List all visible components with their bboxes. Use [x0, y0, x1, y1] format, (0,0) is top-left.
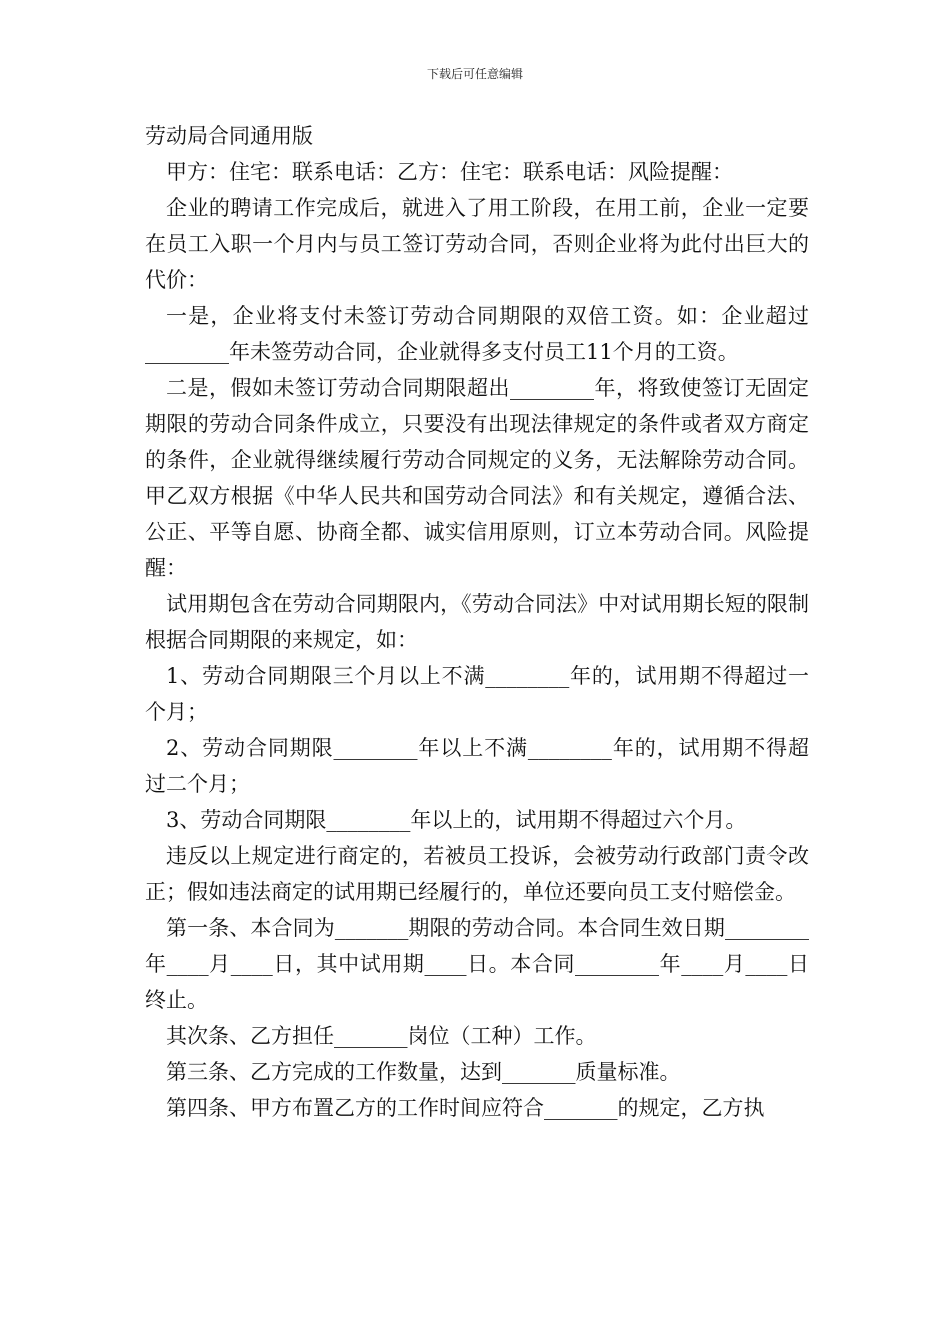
document-title: 劳动局合同通用版: [145, 124, 313, 148]
paragraph-point-one: 一是，企业将支付未签订劳动合同期限的双倍工资。如：企业超过________年未签劳动合同，企业就得多支付员工11个月的工资。: [145, 304, 809, 364]
paragraph-article-3: 第三条、乙方完成的工作数量，达到_______质量标准。: [166, 1060, 681, 1084]
paragraph-rule-3: 3、劳动合同期限________年以上的，试用期不得超过六个月。: [166, 808, 747, 832]
paragraph-rule-1: 1、劳动合同期限三个月以上不满________年的，试用期不得超过一个月；: [145, 664, 809, 724]
paragraph-rule-2: 2、劳动合同期限________年以上不满________年的，试用期不得超过二个月；: [145, 736, 809, 796]
paragraph-violation: 违反以上规定进行商定的，若被员工投诉，会被劳动行政部门责令改正；假如违法商定的试用期已经履行的，单位还要向员工支付赔偿金。: [145, 844, 809, 904]
paragraph-intro: 企业的聘请工作完成后，就进入了用工阶段，在用工前，企业一定要在员工入职一个月内与员工签订劳动合同，否则企业将为此付出巨大的代价：: [145, 196, 809, 292]
page-header: 下载后可任意编辑: [426, 67, 523, 81]
paragraph-parties: 甲方：住宅：联系电话：乙方：住宅：联系电话：风险提醒：: [166, 160, 733, 184]
document-body: [145, 118, 816, 1126]
paragraph-article-2: 其次条、乙方担任_______岗位（工种）工作。: [166, 1024, 597, 1048]
paragraph-point-two: 二是，假如未签订劳动合同期限超出________年，将致使签订无固定期限的劳动合同条件成立，只要没有出现法律规定的条件或者双方商定的条件，企业就得继续履行劳动合同规定的义务，无法解除劳动合同。 甲乙双方根据《中华人民共和国劳动合同法》和有关规定，遵循合法、公正、平等自愿、协商全都、诚实信用原则，订立本劳动合同。风险提醒：: [145, 376, 816, 580]
paragraph-article-4: 第四条、甲方布置乙方的工作时间应符合_______的规定，乙方执: [166, 1096, 765, 1120]
paragraph-probation-intro: 试用期包含在劳动合同期限内，《劳动合同法》中对试用期长短的限制根据合同期限的来规定，如：: [145, 592, 809, 652]
paragraph-article-1: 第一条、本合同为_______期限的劳动合同。本合同生效日期________年____月____日，其中试用期____日。本合同________年____月____日终止。: [145, 916, 809, 1012]
